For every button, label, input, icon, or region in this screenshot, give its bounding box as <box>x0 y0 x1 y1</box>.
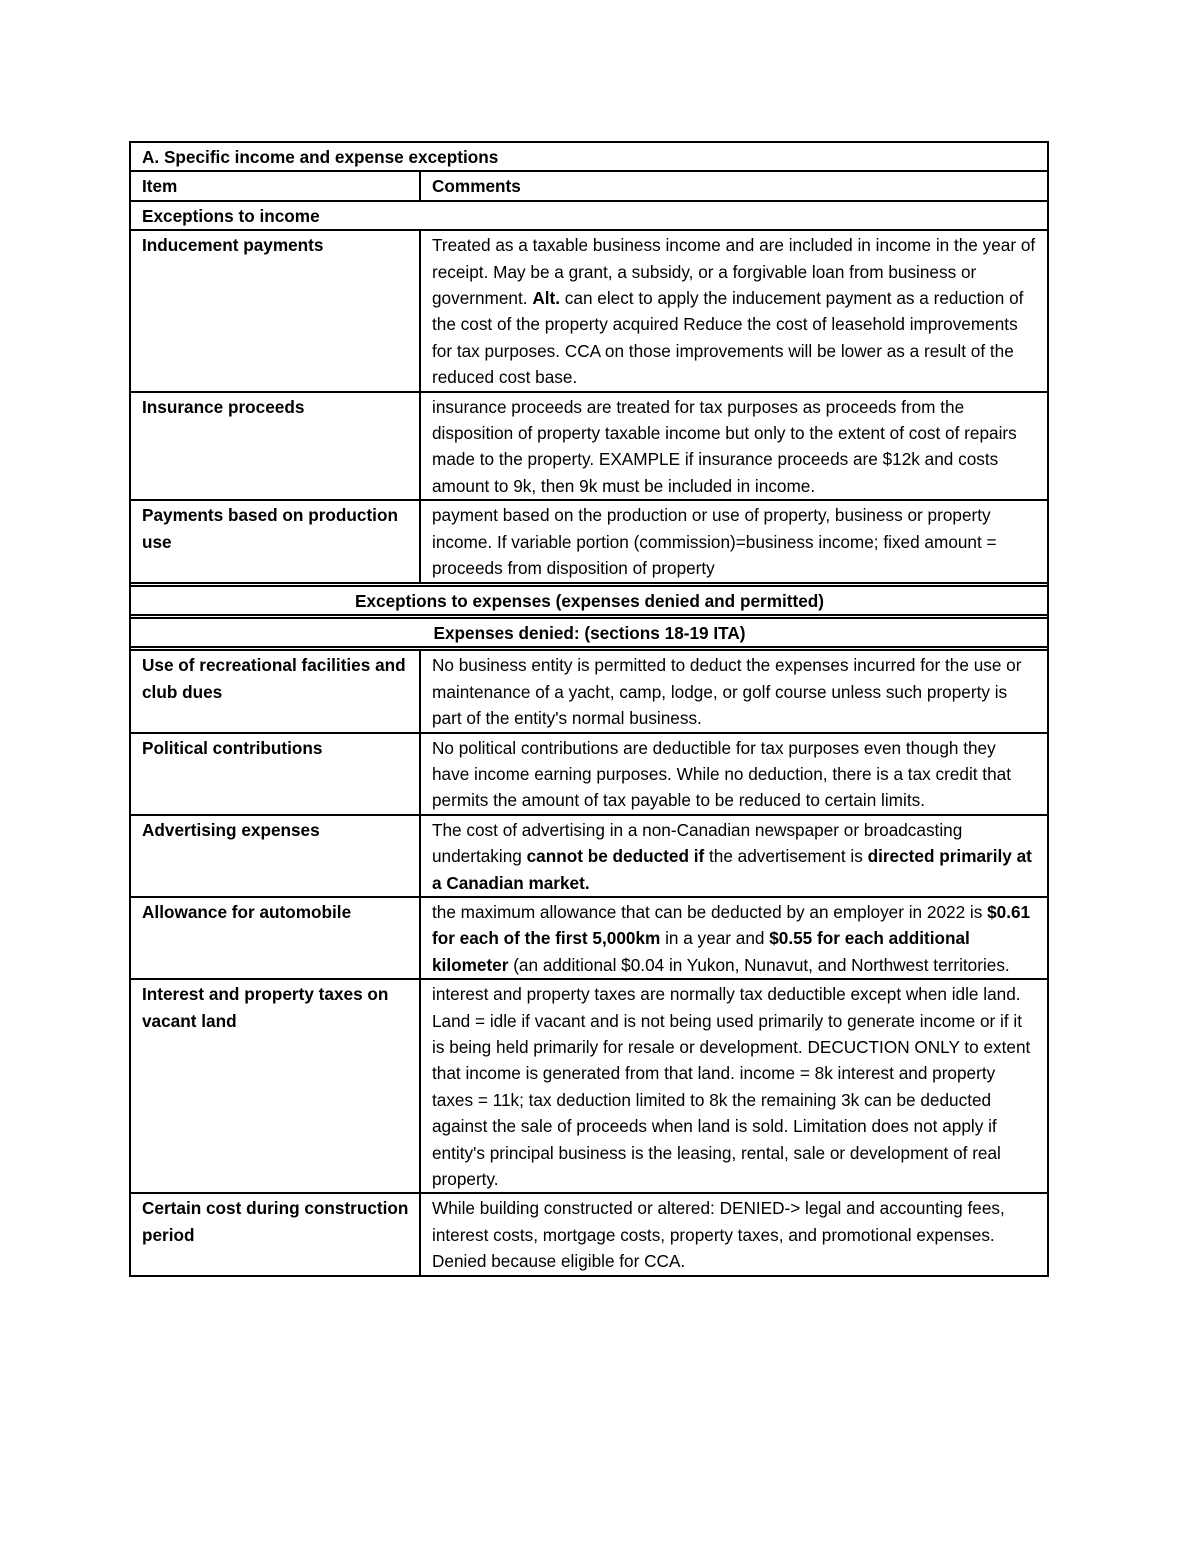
row-item: Allowance for automobile <box>130 897 420 979</box>
table-row <box>130 815 1048 897</box>
row-comment <box>420 815 1048 897</box>
row-comment: insurance proceeds are treated for tax purposes as proceeds from the disposition of property taxable income but only to the extent of cost of repairs made to the property. EXAMPLE if insurance proceeds are $12k and costs amount to 9k, then 9k must be included in income. <box>420 392 1048 501</box>
row-item: Certain cost during construction period <box>130 1193 420 1275</box>
table-row <box>130 392 1048 501</box>
row-item: Advertising expenses <box>130 815 420 897</box>
row-comment: interest and property taxes are normally tax deductible except when idle land. Land = idle if vacant and is not being used primarily to generate income or if it is being held primarily for resale or development. DECUCTION ONLY to extent that income is generated from that land. income = 8k interest and property taxes = 11k; tax deduction limited to 8k the remaining 3k can be deducted against the sale of proceeds when land is sold. Limitation does not apply if entity's principal business is the leasing, rental, sale or development of real property. <box>420 979 1048 1193</box>
row-item: Payments based on production use <box>130 500 420 582</box>
row-comment <box>420 897 1048 979</box>
row-comment <box>420 230 1048 391</box>
row-comment: While building constructed or altered: DENIED-> legal and accounting fees, interest costs, mortgage costs, property taxes, and promotional expenses. Denied because eligible for CCA. <box>420 1193 1048 1275</box>
income-exceptions-label: Exceptions to income <box>130 201 1048 230</box>
comment-bold-text: Alt. <box>532 288 561 309</box>
row-item: Interest and property taxes on vacant land <box>130 979 420 1193</box>
comment-text: in a year and <box>660 928 770 949</box>
expenses-denied-label: Expenses denied: (sections 18-19 ITA) <box>130 618 1048 647</box>
comment-bold-text: $0.61 for each of the first 5,000km <box>432 901 1031 949</box>
row-item: Insurance proceeds <box>130 392 420 501</box>
row-comment: No business entity is permitted to deduct the expenses incurred for the use or maintenance of a yacht, camp, lodge, or golf course unless such property is part of the entity's normal business. <box>420 650 1048 732</box>
table-row <box>130 979 1048 1193</box>
subsection-row <box>130 201 1048 230</box>
comment-text: the advertisement is <box>704 846 868 867</box>
row-comment: payment based on the production or use of property, business or property income. If variable portion (commission)=business income; fixed amount = proceeds from disposition of property <box>420 500 1048 582</box>
row-comment: No political contributions are deductible for tax purposes even though they have income earning purposes. While no deduction, there is a tax credit that permits the amount of tax payable to be reduced to certain limits. <box>420 733 1048 815</box>
table-title-row <box>130 142 1048 171</box>
comment-bold-text: directed primarily at a Canadian market. <box>432 846 1032 893</box>
header-item: Item <box>130 171 420 200</box>
row-item: Use of recreational facilities and club dues <box>130 650 420 732</box>
comment-text: can elect to apply the inducement payment as a reduction of the cost of the property acquired Reduce the cost of leasehold improvements for tax purposes. CCA on those improvements will be lower as a result of the reduced cost base. <box>432 288 1024 388</box>
table-row <box>130 500 1048 582</box>
table-header-row <box>130 171 1048 200</box>
header-comments: Comments <box>420 171 1048 200</box>
subsection-row <box>130 586 1048 615</box>
table-row <box>130 230 1048 391</box>
comment-text: Treated as a taxable business income and are included in income in the year of receipt. May be a grant, a subsidy, or a forgivable loan from business or government. <box>432 235 1036 309</box>
table-row <box>130 1193 1048 1275</box>
section-title: A. Specific income and expense exceptions <box>130 142 1048 171</box>
comment-bold-text: $0.55 for each additional kilometer <box>432 928 970 975</box>
table-row <box>130 733 1048 815</box>
exceptions-table <box>129 141 1049 1277</box>
comment-bold-text: cannot be deducted if <box>526 846 705 867</box>
row-item: Political contributions <box>130 733 420 815</box>
table-row <box>130 897 1048 979</box>
comment-text: The cost of advertising in a non-Canadian newspaper or broadcasting undertaking <box>432 819 963 867</box>
expense-exceptions-label: Exceptions to expenses (expenses denied and permitted) <box>130 586 1048 615</box>
table-row <box>130 650 1048 732</box>
row-item: Inducement payments <box>130 230 420 391</box>
comment-text: the maximum allowance that can be deducted by an employer in 2022 is <box>432 901 988 922</box>
comment-text: (an additional $0.04 in Yukon, Nunavut, and Northwest territories. <box>508 954 1010 975</box>
subsection-row <box>130 618 1048 647</box>
